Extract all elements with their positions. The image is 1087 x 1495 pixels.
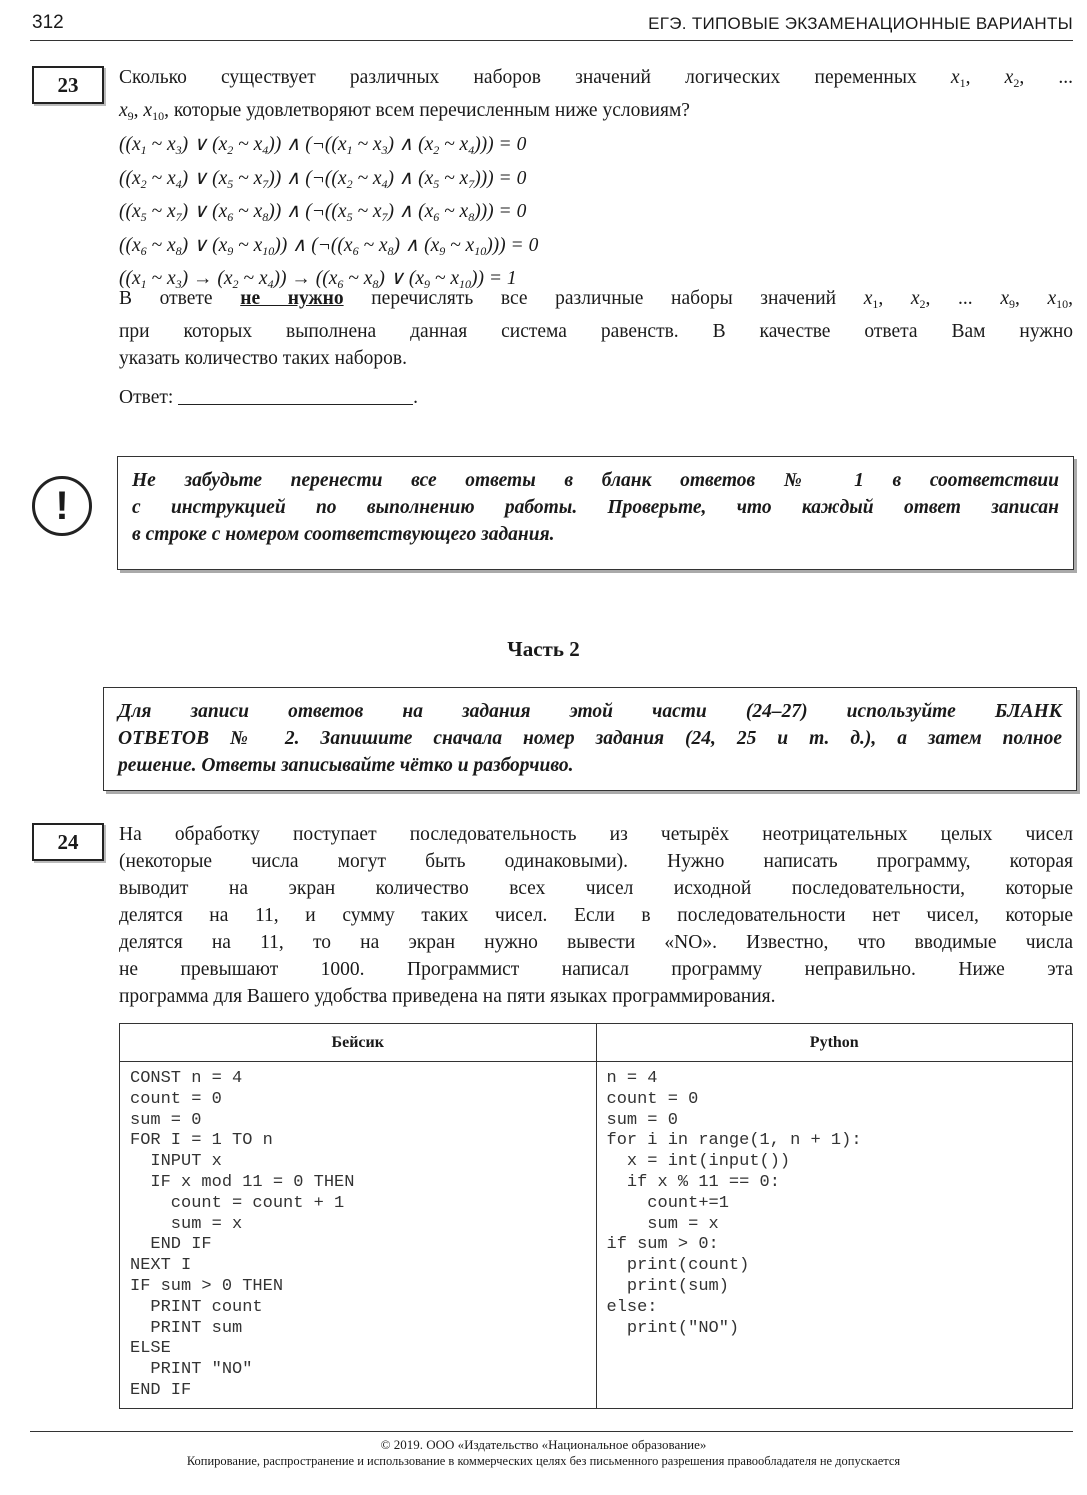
basic-code-cell [120, 1062, 597, 1409]
formula-4: (($x_6$ ~ $x_8$) ∨ ($x_9$ ~ $x_{10}$)) ∧ ($\neg((x_6$ ~ $x_8$) ∧ ($x_9$ ~ $x_{10}))) = 0$ [119, 234, 539, 258]
task-24-line-4: делятся на 11, и сумму таких чисел. Если в последовательности нет чисел, которые [119, 905, 1073, 926]
header-divider [30, 40, 1073, 41]
reminder-line-3: в строке с номером соответствующего задания. [132, 524, 555, 545]
code-table-header-row [120, 1024, 1073, 1062]
reminder-line-2: с инструкцией по выполнению работы. Проверьте, что каждый ответ записан [132, 497, 1059, 518]
formula-5: (($x_1$ ~ $x_3) \to (x_2$ ~ $x_4)) \to ((x_6$ ~ $x_8$) ∨ ($x_9$ ~ $x_{10})) = 1$ [119, 268, 517, 291]
answer-field[interactable] [178, 388, 413, 405]
running-title: ЕГЭ. ТИПОВЫЕ ЭКЗАМЕНАЦИОННЫЕ ВАРИАНТЫ [648, 14, 1073, 33]
answer-label: Ответ: [119, 387, 174, 408]
reminder-box [117, 456, 1074, 570]
emphasis-not-needed: не нужно [240, 288, 344, 309]
task-24-line-7: программа для Вашего удобства приведена на пяти языках программирования. [119, 986, 776, 1007]
part-2-instruction-box [103, 687, 1077, 791]
code-table-body-row [120, 1062, 1073, 1409]
task-23-formulas [119, 131, 538, 299]
code-table [119, 1023, 1073, 1409]
formula-3: (($x_5$ ~ $x_7$) ∨ ($x_6$ ~ $x_8$)) ∧ ($\neg((x_5$ ~ $x_7$) ∧ ($x_6$ ~ $x_8))) = 0$ [119, 201, 527, 224]
part-2-instruction-line-3: решение. Ответы записывайте чётко и разборчиво. [118, 755, 574, 776]
task-24-line-2: (некоторые числа могут быть одинаковыми). Нужно написать программу, которая [119, 851, 1073, 872]
task-24-number: 24 [32, 823, 104, 861]
task-24-line-1: На обработку поступает последовательность из четырёх неотрицательных целых чисел [119, 824, 1073, 845]
footer-divider [30, 1431, 1073, 1432]
formula-1: (($x_1$ ~ $x_3$) ∨ ($x_2$ ~ $x_4$)) ∧ ($\neg((x_1$ ~ $x_3$) ∧ ($x_2$ ~ $x_4))) = 0$ [119, 134, 527, 157]
task-24-line-5: делятся на 11, то на экран нужно вывести «NO». Известно, что вводимые числа [119, 932, 1073, 953]
formula-2: (($x_2$ ~ $x_4$) ∨ ($x_5$ ~ $x_7$)) ∧ ($\neg((x_2$ ~ $x_4$) ∧ ($x_5$ ~ $x_7))) = 0$ [119, 167, 527, 191]
header-python: Python [596, 1024, 1073, 1062]
task-23-instruction [119, 285, 1073, 372]
task-23-instruction-line-2: при которых выполнена данная система равенств. В качестве ответа Вам нужно [119, 321, 1073, 342]
task-23-question-line-1: Сколько существует различных наборов значений логических переменных $x_1$, $x_2$, ... [119, 67, 1074, 90]
task-23-number: 23 [32, 66, 104, 104]
footer-notice: Копирование, распространение и использование в коммерческих целях без письменного разрешения правообладателя не допускается [186, 1454, 901, 1468]
task-23-instruction-line-1: В ответе не нужно перечислять все различные наборы значений $x_1$, $x_2$, ... $x_9$, $x_{10}$, [119, 288, 1074, 311]
part-2-title: Часть 2 [507, 637, 580, 661]
page-number: 312 [32, 12, 64, 33]
part-2-instruction-line-1: Для записи ответов на задания этой части (24–27) используйте БЛАНК [118, 701, 1062, 722]
task-24-text [119, 821, 1073, 1010]
task-23-question [119, 64, 1073, 130]
task-24-line-6: не превышают 1000. Программист написал программу неправильно. Ниже эта [119, 959, 1073, 980]
python-code-cell [596, 1062, 1073, 1409]
task-24-line-3: выводит на экран количество всех чисел исходной последовательности, которые [119, 878, 1073, 899]
basic-code: CONST n = 4 count = 0 sum = 0 FOR I = 1 TO n INPUT x IF x mod 11 = 0 THEN count = count + 1 sum = x END IF NEXT I IF sum > 0 THEN PRINT count PRINT sum ELSE PRINT "NO" END IF [130, 1069, 355, 1400]
page-header [0, 0, 1087, 40]
footer-copyright: © 2019. ООО «Издательство «Национальное образование» [380, 1437, 707, 1452]
task-23-instruction-line-3: указать количество таких наборов. [119, 348, 407, 369]
task-23-answer: Ответ: . [119, 387, 419, 408]
exclamation-icon: ! [32, 476, 92, 536]
python-code: n = 4 count = 0 sum = 0 for i in range(1, n + 1): x = int(input()) if x % 11 == 0: count+=1 sum = x if sum > 0: print(count) print(sum) else: print("NO") [606, 1069, 862, 1338]
reminder-line-1: Не забудьте перенести все ответы в бланк ответов № 1 в соответствии [132, 470, 1059, 491]
part-2-instruction-line-2: ОТВЕТОВ № 2. Запишите сначала номер задания (24, 25 и т. д.), а затем полное [118, 728, 1062, 749]
header-basic: Бейсик [120, 1024, 597, 1062]
task-23-question-line-2: $x_9$, $x_{10}$, которые удовлетворяют всем перечисленным ниже условиям? [119, 100, 690, 123]
